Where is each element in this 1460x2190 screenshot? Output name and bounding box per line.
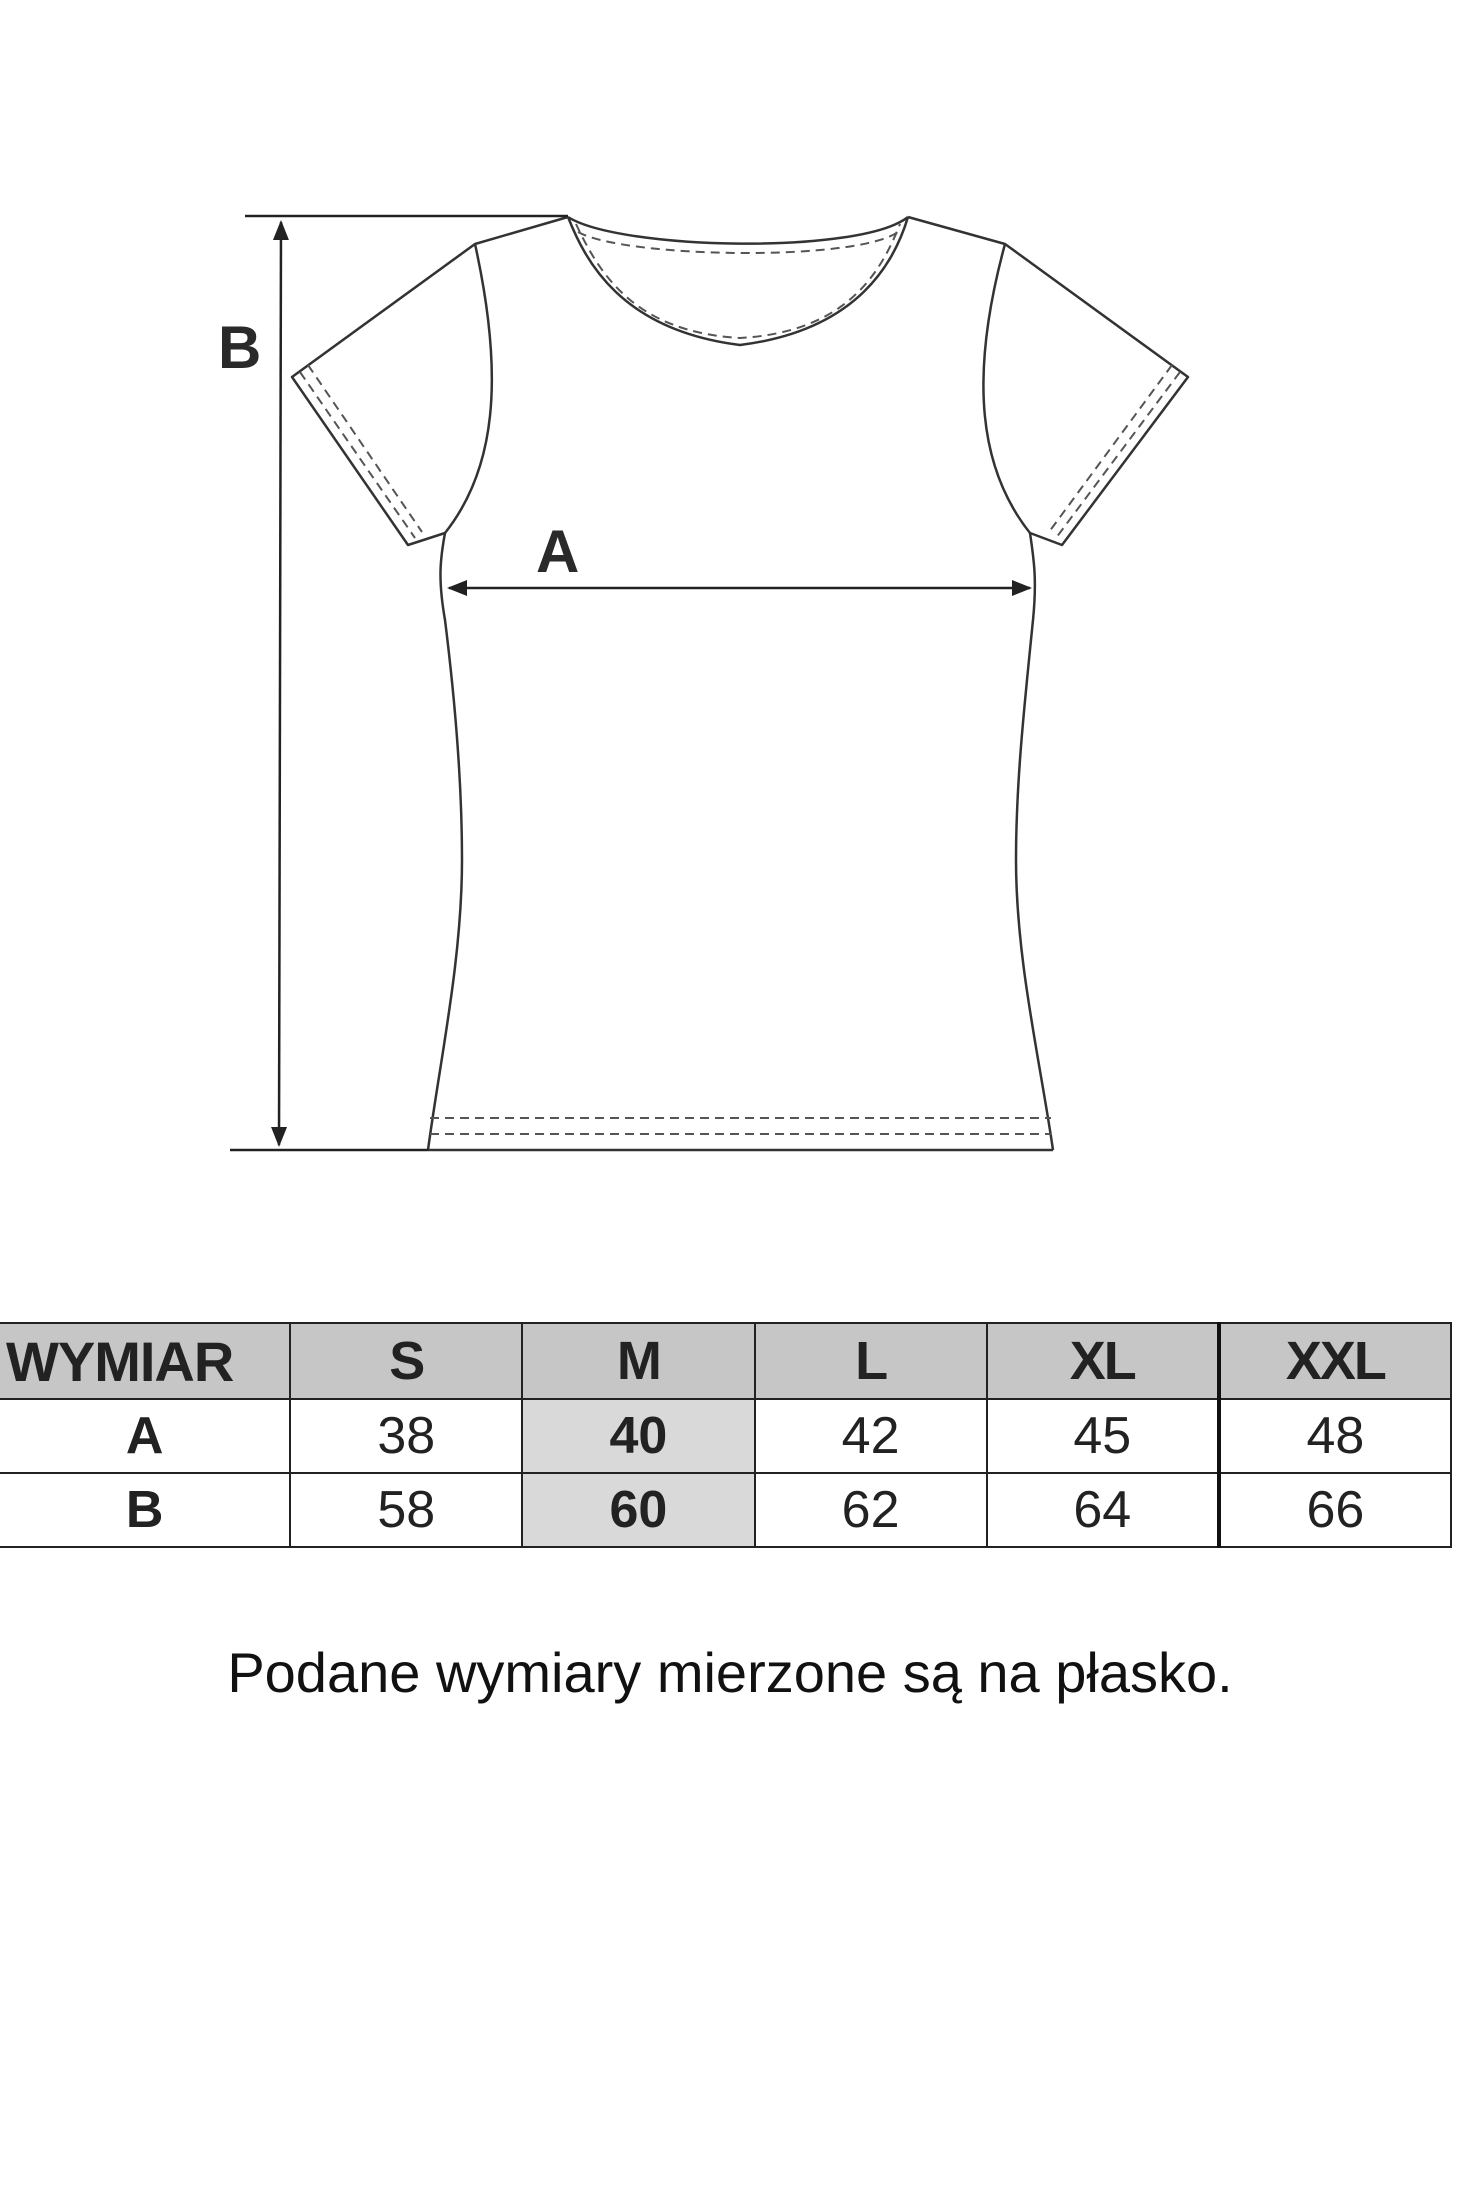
size-header-xxl: XXL: [1219, 1323, 1451, 1399]
size-header-m: M: [522, 1323, 754, 1399]
table-row: [0, 1473, 1451, 1547]
width-label: A: [536, 518, 580, 585]
row-label: B: [0, 1473, 290, 1547]
length-dimension: [230, 216, 568, 1150]
size-header-xl: XL: [987, 1323, 1219, 1399]
table-cell-highlight: 40: [522, 1399, 754, 1473]
measurement-note: Podane wymiary mierzone są na płasko.: [227, 1641, 1233, 1704]
table-cell: 45: [987, 1399, 1219, 1473]
table-row: [0, 1399, 1451, 1473]
table-cell-highlight: 60: [522, 1473, 754, 1547]
stitching: [300, 224, 1180, 1134]
corner-label: WYMIAR: [0, 1323, 290, 1399]
length-label: B: [218, 314, 262, 381]
table-cell: 48: [1219, 1399, 1451, 1473]
table-cell: 66: [1219, 1473, 1451, 1547]
table-cell: 64: [987, 1473, 1219, 1547]
size-header-l: L: [755, 1323, 987, 1399]
size-header-row: [0, 1323, 1451, 1399]
table-cell: 58: [290, 1473, 522, 1547]
table-cell: 42: [755, 1399, 987, 1473]
table-cell: 38: [290, 1399, 522, 1473]
table-cell: 62: [755, 1473, 987, 1547]
size-table: [0, 1322, 1452, 1548]
size-header-s: S: [290, 1323, 522, 1399]
row-label: A: [0, 1399, 290, 1473]
tshirt-outline: [292, 217, 1188, 1150]
